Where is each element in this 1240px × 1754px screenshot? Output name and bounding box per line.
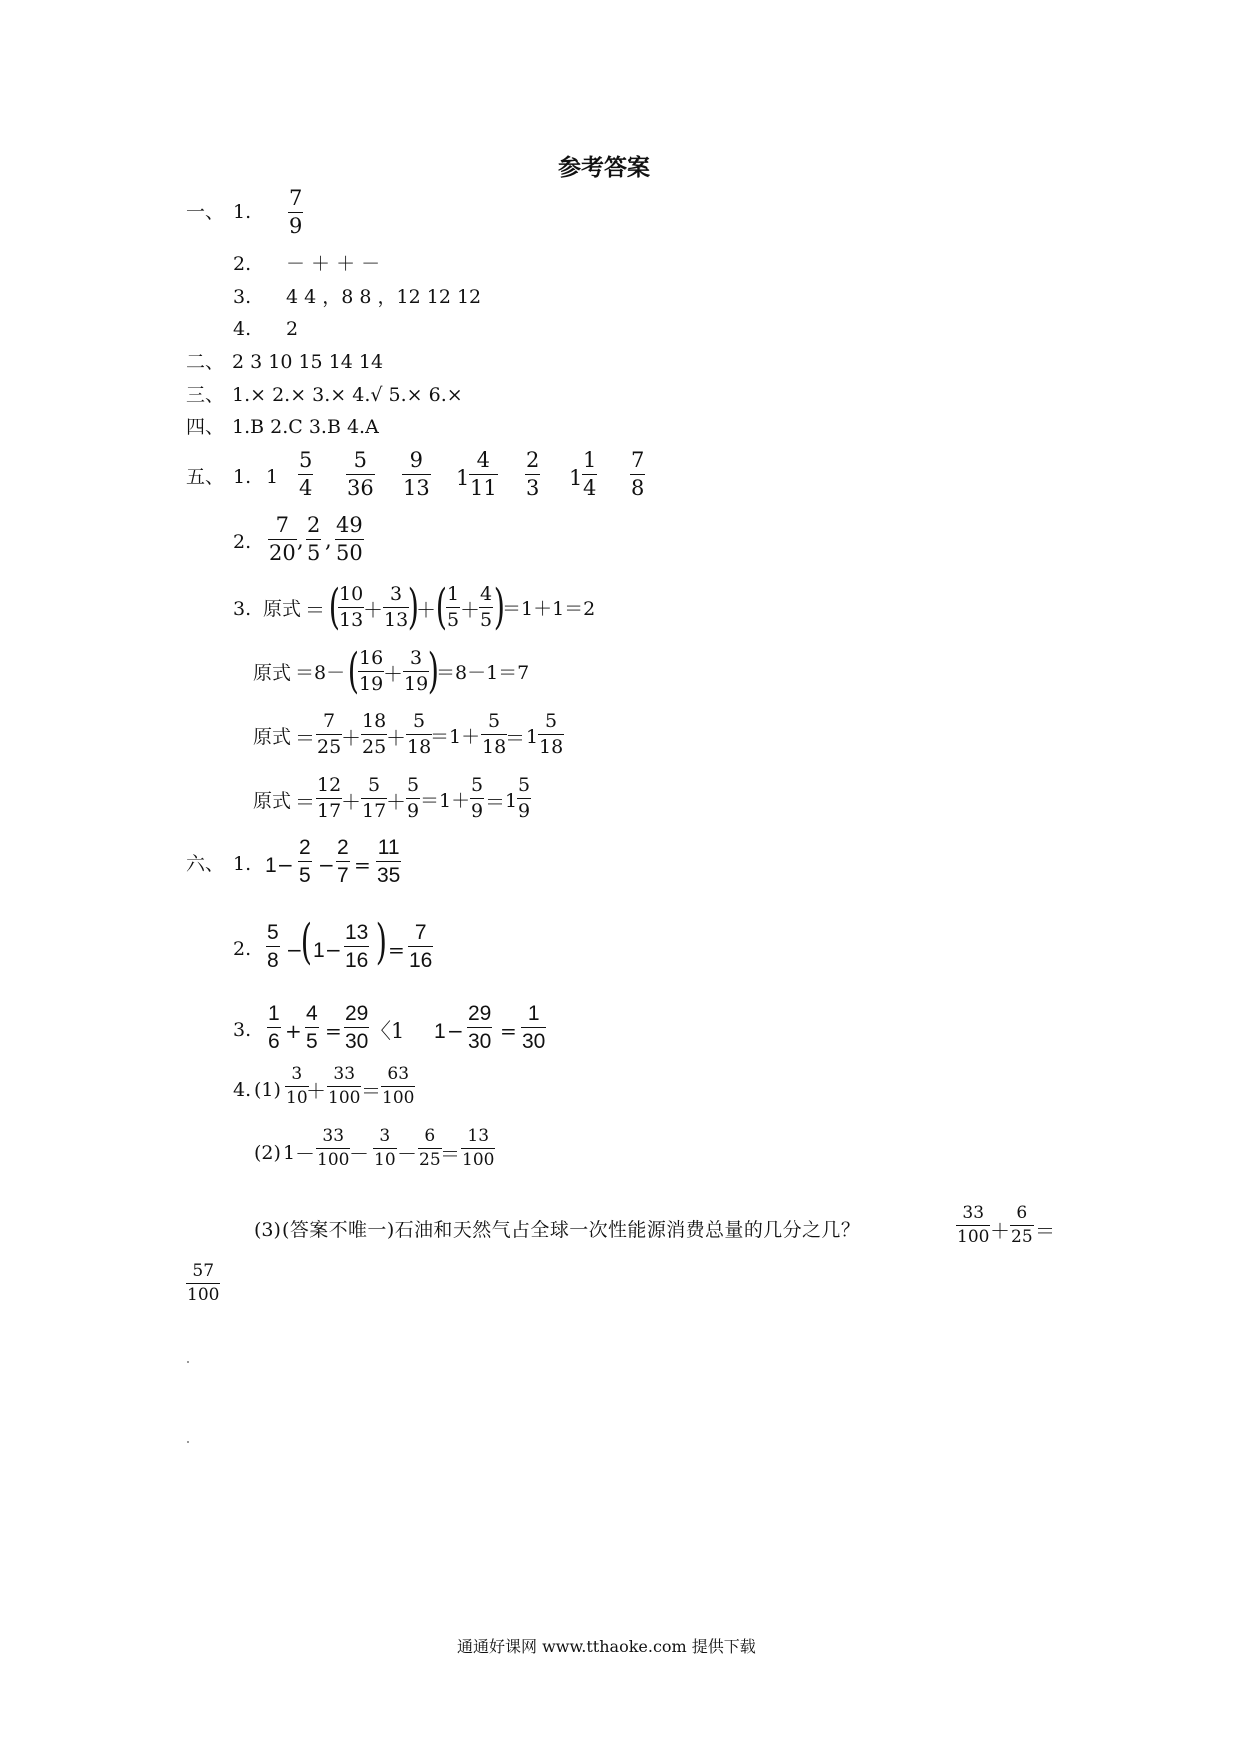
numerator: 4 — [476, 448, 491, 472]
minus-sign: － — [349, 1142, 369, 1166]
s5-q1-frac-2 — [346, 450, 375, 499]
s5-q3-l4-frac-3: $\frac{5}{9}$ — [407, 774, 420, 822]
s5-q3-number: 3. — [233, 598, 252, 620]
s1-q2-answer: － ＋ ＋ － — [286, 253, 381, 275]
denominator: 9 — [289, 214, 303, 238]
minus-sign: － — [397, 1142, 417, 1166]
plus-sign: ＋ — [990, 1219, 1010, 1243]
s5-q3-l2-tail: ＝8－1＝7 — [436, 662, 530, 684]
right-paren: ) — [493, 579, 505, 635]
s5-q3-l3-mid: ＝1＋ — [430, 726, 481, 748]
s4-answer: 1.B 2.C 3.B 4.A — [232, 416, 379, 438]
s6-q2-frac-1: $\frac{5}{8}$ — [267, 921, 279, 972]
left-paren: ( — [435, 579, 447, 635]
section-5-label: 五、 — [186, 466, 225, 488]
s5-q3-l1-frac-1: $\frac{10}{13}$ — [339, 583, 364, 631]
s5-q3-l4-frac-1: $\frac{12}{17}$ — [317, 774, 342, 822]
page-title: 参考答案 — [558, 154, 650, 181]
s5-q2-number: 2. — [233, 531, 252, 553]
s3-answer: 1.× 2.× 3.× 4.√ 5.× 6.× — [232, 384, 463, 406]
plus-sign: ＋ — [341, 726, 361, 750]
plus-sign: + — [285, 1019, 302, 1043]
denominator: 4 — [299, 476, 313, 500]
section-1-label: 一、 — [186, 201, 225, 223]
s5-q1-number: 1. — [233, 466, 252, 488]
s6-q4-p1-frac-2: $\frac{33}{100}$ — [328, 1064, 361, 1108]
denominator: 3 — [526, 476, 540, 500]
s5-q3-l4-frac-4: $\frac{5}{9}$ — [471, 774, 484, 822]
minus-sign: − — [447, 1019, 464, 1043]
equals-sign: ＝ — [440, 1142, 460, 1166]
numerator: 49 — [336, 513, 363, 537]
numerator: 2 — [307, 513, 321, 537]
s1-q3-number: 3. — [233, 286, 252, 308]
equals-sign: = — [325, 1019, 342, 1043]
section-2-label: 二、 — [186, 351, 225, 373]
s5-q3-l3-yuanshi: 原式 — [253, 726, 292, 748]
left-paren: ( — [347, 643, 359, 699]
s6-q1-frac-2: $\frac{2}{7}$ — [337, 836, 349, 887]
plus-sign: ＋ — [306, 1079, 326, 1103]
s6-q2-one: 1 — [313, 939, 325, 962]
plus-sign: ＋ — [386, 790, 406, 814]
s6-q3-frac-5: $\frac{1}{30}$ — [522, 1002, 546, 1053]
s1-q3-answer: 4 4 ，8 8 ，12 12 12 — [286, 286, 482, 308]
s6-q3-frac-2: $\frac{4}{5}$ — [306, 1002, 318, 1053]
s5-q2-frac-2 — [306, 515, 321, 564]
s6-q4-p3-question: (答案不唯一)石油和天然气占全球一次性能源消费总量的几分之几？ — [282, 1219, 861, 1241]
s6-q2-frac-2: $\frac{13}{16}$ — [345, 921, 369, 972]
s5-q3-l1-frac-4: $\frac{4}{5}$ — [480, 583, 493, 631]
s5-q1-first: 1 — [266, 466, 279, 488]
speck — [187, 1441, 189, 1443]
numerator: 2 — [526, 448, 540, 472]
s6-q4-number: 4. — [233, 1079, 252, 1101]
s5-q3-l3-frac-5: $\frac{5}{18}$ — [539, 710, 564, 758]
s6-q3-frac-3: $\frac{29}{30}$ — [345, 1002, 369, 1053]
speck — [187, 1361, 189, 1363]
s6-q1-frac-1: $\frac{2}{5}$ — [299, 836, 311, 887]
s5-q3-l2-head: ＝8－ — [295, 662, 346, 684]
s6-q3-frac-4: $\frac{29}{30}$ — [468, 1002, 492, 1053]
equals-sign: ＝ — [295, 726, 315, 750]
equals-sign: ＝ — [485, 790, 505, 814]
s5-q2-comma-2: , — [325, 528, 332, 552]
denominator: 5 — [307, 541, 321, 565]
s6-q4-p2-frac-1: $\frac{33}{100}$ — [317, 1126, 350, 1170]
s6-q1-one: 1 — [265, 854, 277, 877]
s6-q4-p3-frac-2: $\frac{6}{25}$ — [1011, 1203, 1033, 1247]
s6-q4-p1-frac-3: $\frac{63}{100}$ — [382, 1064, 415, 1108]
numerator: 7 — [631, 448, 645, 472]
s6-q3-frac-1: $\frac{1}{6}$ — [268, 1002, 280, 1053]
s5-q3-l2-frac-1: $\frac{16}{19}$ — [359, 647, 384, 695]
s1-q4-answer: 2 — [286, 318, 299, 340]
numerator: 9 — [409, 448, 424, 472]
s6-q4-p1-frac-1: $\frac{3}{10}$ — [286, 1064, 308, 1108]
equals-sign: ＝ — [305, 598, 325, 622]
s5-q3-l2-frac-2: $\frac{3}{19}$ — [404, 647, 429, 695]
minus-sign: − — [325, 938, 342, 962]
numerator: 7 — [289, 186, 303, 210]
section-3-label: 三、 — [186, 384, 225, 406]
plus-sign: ＋ — [341, 790, 361, 814]
s6-q3-one: 1 — [434, 1020, 446, 1043]
s5-q3-l4-frac-5: $\frac{5}{9}$ — [518, 774, 531, 822]
s5-q3-l3-frac-3: $\frac{5}{18}$ — [407, 710, 432, 758]
s6-q4-p2-frac-3: $\frac{6}{25}$ — [419, 1126, 441, 1170]
footer-source: 通通好课网 www.tthaoke.com 提供下载 — [457, 1637, 756, 1656]
equals-sign: ＝ — [1035, 1219, 1055, 1243]
numerator: 1 — [583, 448, 597, 472]
s5-q3-l1-frac-2: $\frac{3}{13}$ — [384, 583, 409, 631]
right-paren: ) — [375, 914, 387, 970]
plus-sign: ＋ — [363, 598, 383, 622]
minus-sign: − — [277, 853, 294, 877]
s5-q3-l4-mid: ＝1＋ — [420, 790, 471, 812]
s5-q3-l3-frac-4: $\frac{5}{18}$ — [482, 710, 507, 758]
equals-sign: = — [388, 938, 405, 962]
s5-q3-l3-frac-2: $\frac{18}{25}$ — [362, 710, 387, 758]
s5-q3-l4-yuanshi: 原式 — [253, 790, 292, 812]
plus-sign: ＋ — [416, 598, 436, 622]
s6-q4-p2-frac-4: $\frac{13}{100}$ — [462, 1126, 495, 1170]
s5-q2-frac-3 — [335, 515, 364, 564]
s5-q3-l4-frac-2: $\frac{5}{17}$ — [362, 774, 387, 822]
left-paren: ( — [300, 914, 312, 970]
equals-sign: ＝ — [361, 1079, 381, 1103]
numerator: 5 — [353, 448, 368, 472]
s6-q4-p3-frac-1: $\frac{33}{100}$ — [957, 1203, 990, 1247]
s6-q4-p2-one: 1 — [283, 1142, 296, 1164]
s1-q4-number: 4. — [233, 318, 252, 340]
equals-sign: = — [500, 1019, 517, 1043]
denominator: 36 — [347, 476, 374, 500]
s5-q3-l2-yuanshi: 原式 — [253, 662, 292, 684]
s2-answer: 2 3 10 15 14 14 — [232, 351, 384, 373]
s5-q3-l1-frac-3: $\frac{1}{5}$ — [447, 583, 460, 631]
s5-q1-frac-1 — [298, 450, 313, 499]
s6-q1-frac-3: $\frac{11}{35}$ — [377, 836, 401, 887]
s5-q3-l3-frac-1: $\frac{7}{25}$ — [317, 710, 342, 758]
denominator: 11 — [470, 476, 497, 500]
denominator: 8 — [631, 476, 645, 500]
right-paren: ) — [427, 643, 439, 699]
mixed-whole: 1 — [526, 726, 539, 748]
s1-q1-number: 1. — [233, 201, 252, 223]
s5-q3-l1-tail: ＝1＋1＝2 — [502, 598, 596, 620]
s6-q4-p3-label: (3) — [254, 1219, 281, 1241]
s5-q1-whole-6: 1 — [569, 466, 583, 490]
s6-q1-number: 1. — [233, 853, 252, 875]
s5-q1-whole-4: 1 — [456, 466, 470, 490]
denominator: 4 — [583, 476, 597, 500]
right-paren: ) — [407, 579, 419, 635]
denominator: 20 — [269, 541, 296, 565]
s5-q1-frac-7 — [630, 450, 645, 499]
s5-q2-frac-1 — [268, 515, 297, 564]
numerator: 5 — [299, 448, 313, 472]
s1-q1-fraction — [288, 188, 303, 237]
numerator: 7 — [275, 513, 290, 537]
denominator: 13 — [403, 476, 430, 500]
s5-q1-frac-4 — [469, 450, 498, 499]
mixed-whole: 1 — [505, 790, 518, 812]
s5-q1-frac-3 — [402, 450, 431, 499]
equals-sign: ＝ — [505, 726, 525, 750]
s1-q2-number: 2. — [233, 253, 252, 275]
minus-sign: − — [318, 853, 335, 877]
plus-sign: ＋ — [386, 726, 406, 750]
s6-q4-p1-label: (1) — [254, 1079, 281, 1101]
s6-q3-number: 3. — [233, 1019, 252, 1041]
equals-sign: = — [354, 853, 371, 877]
s5-q2-comma-1: , — [297, 528, 304, 552]
minus-sign: − — [286, 938, 303, 962]
s6-q2-number: 2. — [233, 938, 252, 960]
s6-q2-frac-3: $\frac{7}{16}$ — [409, 921, 433, 972]
plus-sign: ＋ — [460, 598, 480, 622]
s5-q1-frac-6 — [582, 450, 597, 499]
s6-q3-lt: 〈1 — [370, 1019, 405, 1043]
plus-sign: ＋ — [383, 662, 403, 686]
equals-sign: ＝ — [295, 790, 315, 814]
minus-sign: － — [295, 1142, 315, 1166]
s6-q4-p2-label: (2) — [254, 1142, 281, 1164]
s5-q3-l1-yuanshi: 原式 — [263, 598, 302, 620]
section-6-label: 六、 — [186, 853, 225, 875]
s5-q1-frac-5 — [525, 450, 540, 499]
left-paren: ( — [328, 579, 340, 635]
section-4-label: 四、 — [186, 416, 225, 438]
s6-q4-p2-frac-2: $\frac{3}{10}$ — [374, 1126, 396, 1170]
denominator: 50 — [336, 541, 363, 565]
s6-q4-p3-frac-3: $\frac{57}{100}$ — [187, 1261, 220, 1305]
